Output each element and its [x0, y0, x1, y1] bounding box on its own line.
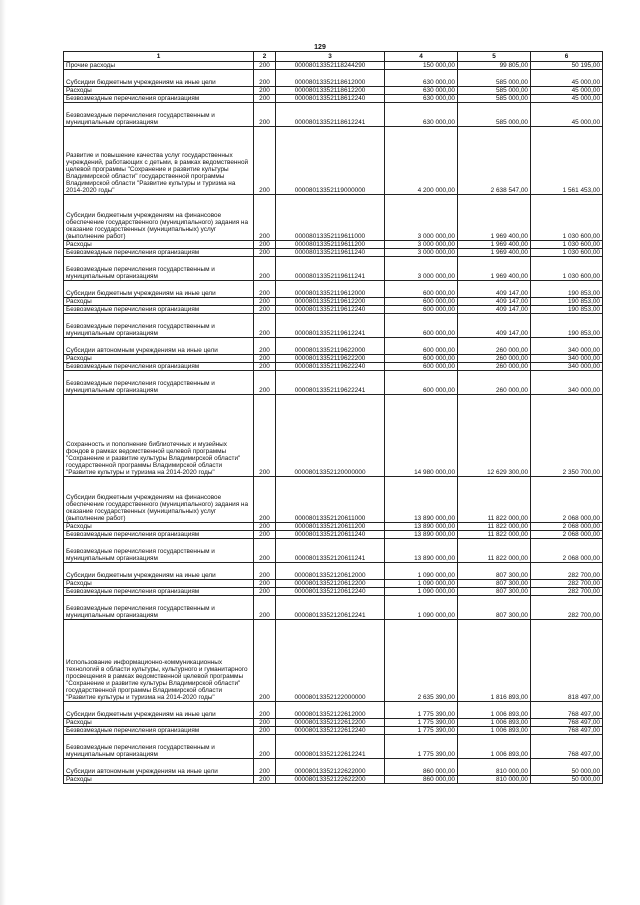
- row-description: Субсидии автономным учреждениям на иные цели: [64, 759, 254, 776]
- row-code: 200: [254, 539, 276, 563]
- table-row: [64, 298, 603, 306]
- row-budget-classification-code: 00008013352122612000: [276, 702, 385, 719]
- row-description: Безвозмездные перечисления государственным и муниципальным организациям: [64, 314, 254, 338]
- row-amount-unexecuted: 282 700,00: [531, 580, 603, 588]
- row-code: 200: [254, 523, 276, 531]
- row-amount-approved: 600 000,00: [385, 355, 458, 363]
- table-row: [64, 371, 603, 395]
- row-code: 200: [254, 195, 276, 241]
- table-row: [64, 727, 603, 735]
- row-amount-unexecuted: 1 030 600,00: [531, 249, 603, 257]
- row-budget-classification-code: 00008013352119622200: [276, 355, 385, 363]
- table-body: [64, 62, 603, 784]
- row-amount-unexecuted: 768 497,00: [531, 719, 603, 727]
- row-amount-approved: 3 000 000,00: [385, 249, 458, 257]
- row-budget-classification-code: 00008013352122612200: [276, 719, 385, 727]
- table-row: [64, 580, 603, 588]
- row-amount-approved: 1 775 390,00: [385, 727, 458, 735]
- row-amount-unexecuted: 2 068 000,00: [531, 531, 603, 539]
- row-budget-classification-code: 00008013352119622241: [276, 371, 385, 395]
- row-code: 200: [254, 702, 276, 719]
- row-amount-unexecuted: 190 853,00: [531, 314, 603, 338]
- table-row: [64, 531, 603, 539]
- row-amount-unexecuted: 1 030 600,00: [531, 257, 603, 281]
- row-amount-unexecuted: 1 030 600,00: [531, 241, 603, 249]
- table-row: [64, 620, 603, 702]
- row-budget-classification-code: 00008013352119611200: [276, 241, 385, 249]
- row-code: 200: [254, 87, 276, 95]
- row-budget-classification-code: 00008013352119622240: [276, 363, 385, 371]
- row-budget-classification-code: 00008013352119611240: [276, 249, 385, 257]
- row-amount-approved: 2 635 390,00: [385, 620, 458, 702]
- row-amount-executed: 1 006 893,00: [458, 719, 531, 727]
- row-amount-executed: 1 969 400,00: [458, 241, 531, 249]
- table-row: [64, 306, 603, 314]
- row-amount-unexecuted: 1 561 453,00: [531, 127, 603, 195]
- row-description: Безвозмездные перечисления государственным и муниципальным организациям: [64, 596, 254, 620]
- scan-edge-shadow: [0, 0, 6, 905]
- column-header-4: 4: [385, 52, 458, 62]
- column-header-2: 2: [254, 52, 276, 62]
- row-amount-approved: 630 000,00: [385, 95, 458, 103]
- row-amount-unexecuted: 2 068 000,00: [531, 539, 603, 563]
- row-amount-approved: 13 890 000,00: [385, 539, 458, 563]
- row-amount-unexecuted: 50 195,00: [531, 62, 603, 70]
- row-amount-executed: 409 147,00: [458, 314, 531, 338]
- table-row: [64, 588, 603, 596]
- column-number-row: [64, 52, 603, 62]
- row-amount-executed: 585 000,00: [458, 95, 531, 103]
- row-amount-unexecuted: 2 350 700,00: [531, 395, 603, 477]
- row-budget-classification-code: 00008013352119611000: [276, 195, 385, 241]
- row-amount-executed: 810 000,00: [458, 776, 531, 784]
- row-amount-executed: 11 822 000,00: [458, 539, 531, 563]
- row-description: Развитие и повышение качества услуг государственных учреждений, работающих с детьми, в рамках ведомственной целевой программы "Сохранение и развитие культуры Владимирской области" государственной программы Владимирской области "Развитие культуры и туризма на 2014-2020 годы": [64, 127, 254, 195]
- row-code: 200: [254, 62, 276, 70]
- table-row: [64, 596, 603, 620]
- table-row: [64, 87, 603, 95]
- row-amount-executed: 1 006 893,00: [458, 702, 531, 719]
- row-amount-approved: 600 000,00: [385, 298, 458, 306]
- row-amount-executed: 807 300,00: [458, 588, 531, 596]
- row-description: Безвозмездные перечисления организациям: [64, 306, 254, 314]
- table-row: [64, 62, 603, 70]
- row-amount-executed: 11 822 000,00: [458, 531, 531, 539]
- row-amount-executed: 11 822 000,00: [458, 477, 531, 523]
- row-amount-executed: 1 969 400,00: [458, 195, 531, 241]
- row-budget-classification-code: 00008013352120612240: [276, 588, 385, 596]
- row-budget-classification-code: 00008013352118612240: [276, 95, 385, 103]
- row-budget-classification-code: 00008013352122000000: [276, 620, 385, 702]
- row-amount-unexecuted: 1 030 600,00: [531, 195, 603, 241]
- row-amount-executed: 585 000,00: [458, 70, 531, 87]
- row-code: 200: [254, 70, 276, 87]
- row-description: Субсидии бюджетным учреждениям на иные цели: [64, 563, 254, 580]
- row-amount-unexecuted: 45 000,00: [531, 95, 603, 103]
- row-amount-executed: 1 969 400,00: [458, 257, 531, 281]
- table-row: [64, 249, 603, 257]
- table-row: [64, 759, 603, 776]
- row-code: 200: [254, 127, 276, 195]
- row-description: Безвозмездные перечисления организациям: [64, 588, 254, 596]
- row-amount-executed: 260 000,00: [458, 355, 531, 363]
- table-row: [64, 702, 603, 719]
- row-code: 200: [254, 257, 276, 281]
- table-row: [64, 338, 603, 355]
- row-budget-classification-code: 00008013352119622000: [276, 338, 385, 355]
- row-code: 200: [254, 563, 276, 580]
- table-row: [64, 477, 603, 523]
- row-code: 200: [254, 759, 276, 776]
- row-budget-classification-code: 00008013352120612000: [276, 563, 385, 580]
- row-amount-unexecuted: 768 497,00: [531, 702, 603, 719]
- row-amount-executed: 1 006 893,00: [458, 727, 531, 735]
- row-code: 200: [254, 298, 276, 306]
- row-description: Субсидии бюджетным учреждениям на финансовое обеспечение государственного (муниципального) задания на оказание государственных (муниципальных) услуг (выполнение работ): [64, 195, 254, 241]
- row-description: Расходы: [64, 241, 254, 249]
- table-row: [64, 281, 603, 298]
- row-description: Безвозмездные перечисления организациям: [64, 249, 254, 257]
- row-amount-unexecuted: 340 000,00: [531, 371, 603, 395]
- row-amount-approved: 600 000,00: [385, 371, 458, 395]
- row-code: 200: [254, 281, 276, 298]
- row-code: 200: [254, 306, 276, 314]
- row-amount-executed: 260 000,00: [458, 363, 531, 371]
- row-budget-classification-code: 00008013352120611241: [276, 539, 385, 563]
- table-row: [64, 257, 603, 281]
- row-amount-approved: 600 000,00: [385, 314, 458, 338]
- row-description: Субсидии бюджетным учреждениям на иные цели: [64, 702, 254, 719]
- row-code: 200: [254, 95, 276, 103]
- row-amount-executed: 260 000,00: [458, 338, 531, 355]
- row-amount-unexecuted: 50 000,00: [531, 776, 603, 784]
- row-amount-executed: 1 816 893,00: [458, 620, 531, 702]
- row-budget-classification-code: 00008013352120611240: [276, 531, 385, 539]
- row-budget-classification-code: 00008013352119611241: [276, 257, 385, 281]
- row-amount-approved: 630 000,00: [385, 70, 458, 87]
- row-description: Безвозмездные перечисления организациям: [64, 95, 254, 103]
- row-amount-unexecuted: 45 000,00: [531, 70, 603, 87]
- row-budget-classification-code: 00008013352119000000: [276, 127, 385, 195]
- row-code: 200: [254, 596, 276, 620]
- table-row: [64, 563, 603, 580]
- row-description: Сохранность и пополнение библиотечных и музейных фондов в рамках ведомственной целевой программы "Сохранение и развитие культуры Владимирской области" государственной программы Владимирской области "Развитие культуры и туризма на 2014-2020 годы": [64, 395, 254, 477]
- row-amount-executed: 11 822 000,00: [458, 523, 531, 531]
- row-amount-executed: 585 000,00: [458, 87, 531, 95]
- row-budget-classification-code: 00008013352118244290: [276, 62, 385, 70]
- row-code: 200: [254, 363, 276, 371]
- row-description: Расходы: [64, 719, 254, 727]
- row-amount-approved: 1 090 000,00: [385, 580, 458, 588]
- row-amount-executed: 810 000,00: [458, 759, 531, 776]
- row-amount-approved: 4 200 000,00: [385, 127, 458, 195]
- row-amount-executed: 807 300,00: [458, 596, 531, 620]
- row-amount-approved: 600 000,00: [385, 338, 458, 355]
- row-description: Безвозмездные перечисления государственным и муниципальным организациям: [64, 257, 254, 281]
- row-budget-classification-code: 00008013352119612240: [276, 306, 385, 314]
- row-amount-executed: 1 969 400,00: [458, 249, 531, 257]
- row-amount-approved: 630 000,00: [385, 103, 458, 127]
- row-amount-approved: 3 000 000,00: [385, 241, 458, 249]
- row-amount-approved: 13 890 000,00: [385, 523, 458, 531]
- row-amount-unexecuted: 190 853,00: [531, 281, 603, 298]
- row-code: 200: [254, 735, 276, 759]
- row-description: Безвозмездные перечисления государственным и муниципальным организациям: [64, 371, 254, 395]
- row-code: 200: [254, 580, 276, 588]
- row-amount-unexecuted: 190 853,00: [531, 306, 603, 314]
- row-budget-classification-code: 00008013352122612241: [276, 735, 385, 759]
- table-row: [64, 103, 603, 127]
- table-row: [64, 719, 603, 727]
- row-amount-approved: 13 890 000,00: [385, 531, 458, 539]
- row-amount-approved: 1 090 000,00: [385, 596, 458, 620]
- column-header-5: 5: [458, 52, 531, 62]
- row-budget-classification-code: 00008013352118612000: [276, 70, 385, 87]
- row-budget-classification-code: 00008013352119612241: [276, 314, 385, 338]
- row-budget-classification-code: 00008013352122622000: [276, 759, 385, 776]
- row-budget-classification-code: 00008013352120612200: [276, 580, 385, 588]
- row-amount-executed: 1 006 893,00: [458, 735, 531, 759]
- row-amount-executed: 409 147,00: [458, 281, 531, 298]
- row-amount-approved: 630 000,00: [385, 87, 458, 95]
- row-amount-unexecuted: 50 000,00: [531, 759, 603, 776]
- row-amount-approved: 150 000,00: [385, 62, 458, 70]
- row-description: Безвозмездные перечисления организациям: [64, 363, 254, 371]
- row-description: Расходы: [64, 776, 254, 784]
- row-amount-unexecuted: 768 497,00: [531, 735, 603, 759]
- row-code: 200: [254, 531, 276, 539]
- row-amount-approved: 1 775 390,00: [385, 719, 458, 727]
- row-code: 200: [254, 241, 276, 249]
- row-code: 200: [254, 314, 276, 338]
- row-description: Субсидии бюджетным учреждениям на иные цели: [64, 70, 254, 87]
- row-budget-classification-code: 00008013352119612000: [276, 281, 385, 298]
- row-budget-classification-code: 00008013352118612241: [276, 103, 385, 127]
- table-row: [64, 363, 603, 371]
- row-amount-executed: 807 300,00: [458, 580, 531, 588]
- row-amount-approved: 3 000 000,00: [385, 257, 458, 281]
- row-amount-executed: 585 000,00: [458, 103, 531, 127]
- row-amount-unexecuted: 2 068 000,00: [531, 523, 603, 531]
- row-amount-unexecuted: 282 700,00: [531, 563, 603, 580]
- row-amount-unexecuted: 340 000,00: [531, 338, 603, 355]
- table-row: [64, 95, 603, 103]
- column-header-1: 1: [64, 52, 254, 62]
- row-amount-approved: 600 000,00: [385, 363, 458, 371]
- row-description: Безвозмездные перечисления государственным и муниципальным организациям: [64, 103, 254, 127]
- row-description: Расходы: [64, 523, 254, 531]
- row-amount-approved: 1 775 390,00: [385, 735, 458, 759]
- row-amount-unexecuted: 2 068 000,00: [531, 477, 603, 523]
- row-code: 200: [254, 620, 276, 702]
- column-header-3: 3: [276, 52, 385, 62]
- table-row: [64, 195, 603, 241]
- table-row: [64, 70, 603, 87]
- row-code: 200: [254, 371, 276, 395]
- table-row: [64, 241, 603, 249]
- row-code: 200: [254, 776, 276, 784]
- row-amount-unexecuted: 282 700,00: [531, 596, 603, 620]
- row-amount-unexecuted: 768 497,00: [531, 727, 603, 735]
- row-budget-classification-code: 00008013352118612200: [276, 87, 385, 95]
- row-code: 200: [254, 338, 276, 355]
- table-row: [64, 314, 603, 338]
- row-amount-unexecuted: 45 000,00: [531, 87, 603, 95]
- row-description: Безвозмездные перечисления государственным и муниципальным организациям: [64, 539, 254, 563]
- row-amount-unexecuted: 818 497,00: [531, 620, 603, 702]
- row-description: Расходы: [64, 355, 254, 363]
- row-amount-approved: 860 000,00: [385, 776, 458, 784]
- row-budget-classification-code: 00008013352120000000: [276, 395, 385, 477]
- row-description: Прочие расходы: [64, 62, 254, 70]
- row-code: 200: [254, 727, 276, 735]
- row-description: Субсидии бюджетным учреждениям на финансовое обеспечение государственного (муниципального) задания на оказание государственных (муниципальных) услуг (выполнение работ): [64, 477, 254, 523]
- row-code: 200: [254, 249, 276, 257]
- row-amount-approved: 14 980 000,00: [385, 395, 458, 477]
- row-description: Субсидии бюджетным учреждениям на иные цели: [64, 281, 254, 298]
- column-header-6: 6: [531, 52, 603, 62]
- row-code: 200: [254, 355, 276, 363]
- row-description: Расходы: [64, 298, 254, 306]
- row-description: Безвозмездные перечисления организациям: [64, 531, 254, 539]
- table-row: [64, 735, 603, 759]
- row-amount-executed: 260 000,00: [458, 371, 531, 395]
- row-budget-classification-code: 00008013352120611200: [276, 523, 385, 531]
- row-amount-approved: 600 000,00: [385, 281, 458, 298]
- table-row: [64, 395, 603, 477]
- row-amount-executed: 2 638 547,00: [458, 127, 531, 195]
- row-amount-unexecuted: 282 700,00: [531, 588, 603, 596]
- row-amount-approved: 1 090 000,00: [385, 588, 458, 596]
- row-code: 200: [254, 588, 276, 596]
- row-budget-classification-code: 00008013352122622200: [276, 776, 385, 784]
- table-row: [64, 127, 603, 195]
- row-amount-approved: 3 000 000,00: [385, 195, 458, 241]
- row-description: Безвозмездные перечисления организациям: [64, 727, 254, 735]
- row-amount-executed: 99 805,00: [458, 62, 531, 70]
- row-amount-approved: 600 000,00: [385, 306, 458, 314]
- row-amount-unexecuted: 340 000,00: [531, 355, 603, 363]
- row-amount-executed: 12 629 300,00: [458, 395, 531, 477]
- row-amount-approved: 860 000,00: [385, 759, 458, 776]
- row-code: 200: [254, 395, 276, 477]
- row-amount-executed: 409 147,00: [458, 298, 531, 306]
- row-budget-classification-code: 00008013352120612241: [276, 596, 385, 620]
- row-code: 200: [254, 477, 276, 523]
- row-description: Использование информационно-коммуникационных технологий в области культуры, культурного и гуманитарного просвещения в рамках ведомственной целевой программы "Сохранение и развитие культуры Владимирской области" государственной программы Владимирской области "Развитие культуры и туризма на 2014-2020 годы": [64, 620, 254, 702]
- row-description: Безвозмездные перечисления государственным и муниципальным организациям: [64, 735, 254, 759]
- table-row: [64, 539, 603, 563]
- row-amount-unexecuted: 340 000,00: [531, 363, 603, 371]
- row-description: Субсидии автономным учреждениям на иные цели: [64, 338, 254, 355]
- table-row: [64, 523, 603, 531]
- row-budget-classification-code: 00008013352122612240: [276, 727, 385, 735]
- row-code: 200: [254, 103, 276, 127]
- table-row: [64, 776, 603, 784]
- row-amount-executed: 409 147,00: [458, 306, 531, 314]
- row-description: Расходы: [64, 580, 254, 588]
- page-number: 129: [314, 44, 326, 51]
- row-description: Расходы: [64, 87, 254, 95]
- row-amount-executed: 807 300,00: [458, 563, 531, 580]
- row-code: 200: [254, 719, 276, 727]
- row-amount-approved: 1 775 390,00: [385, 702, 458, 719]
- row-amount-approved: 13 890 000,00: [385, 477, 458, 523]
- row-amount-approved: 1 090 000,00: [385, 563, 458, 580]
- row-amount-unexecuted: 190 853,00: [531, 298, 603, 306]
- budget-table: [63, 51, 603, 784]
- row-amount-unexecuted: 45 000,00: [531, 103, 603, 127]
- row-budget-classification-code: 00008013352120611000: [276, 477, 385, 523]
- table-row: [64, 355, 603, 363]
- row-budget-classification-code: 00008013352119612200: [276, 298, 385, 306]
